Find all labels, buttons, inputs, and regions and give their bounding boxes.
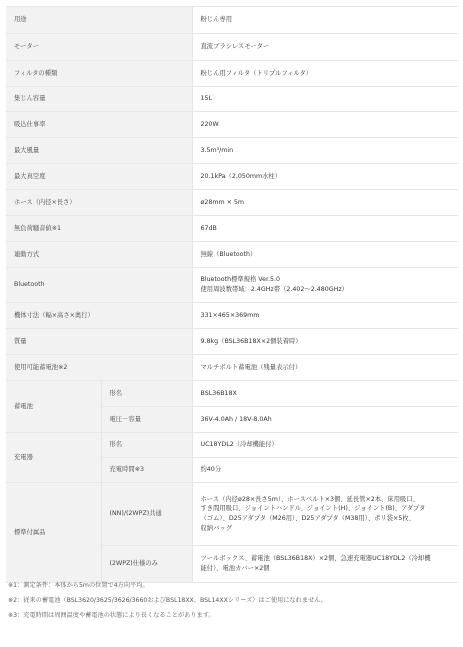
spec-row-motor <box>6 34 458 61</box>
bluetooth-frequency-text: 使用周波数帯域：2.4GHz帯（2.402～2.480GHz） <box>200 286 348 293</box>
spec-label: モーター <box>6 34 192 61</box>
spec-row-hose <box>6 190 458 216</box>
accessories-group-label: 標準付属品 <box>6 483 101 583</box>
spec-sublabel: (NN)/(2WPZ)共通 <box>101 483 192 546</box>
spec-row-vacuum <box>6 164 458 190</box>
spec-value: 220W <box>192 112 458 138</box>
spec-value: UC18YDL2（冷却機能付） <box>192 433 458 458</box>
spec-table <box>6 6 458 583</box>
spec-value: 粉じん用フィルタ（トリプルフィルタ） <box>192 61 458 87</box>
spec-value: 粉じん専用 <box>192 7 458 34</box>
spec-label: フィルタの種類 <box>6 61 192 87</box>
spec-label: 最大真空度 <box>6 164 192 190</box>
spec-sublabel: 充電時間※3 <box>101 458 192 483</box>
spec-row-battery-model <box>6 381 458 407</box>
spec-row-compatible-battery <box>6 355 458 381</box>
spec-row-usage <box>6 7 458 34</box>
spec-value: 20.1kPa（2,050mm水柱） <box>192 164 458 190</box>
footnote: ※2：従来の蓄電池（BSL3620/3625/3626/3660およびBSL18XX、BSL14XXシリーズ）はご使用になれません。 <box>8 597 327 605</box>
spec-value: 直流ブラシレスモーター <box>192 34 458 61</box>
charger-group-label: 充電器 <box>6 433 101 483</box>
spec-value: 331×465×369mm <box>192 303 458 329</box>
bluetooth-standard-text: Bluetooth標準規格 Ver.5.0 <box>200 276 280 284</box>
battery-group-label: 蓄電池 <box>6 381 101 433</box>
spec-label: 機体寸法（幅×高さ×奥行） <box>6 303 192 329</box>
spec-label: 用途 <box>6 7 192 34</box>
spec-label: ホース（内径×長さ） <box>6 190 192 216</box>
spec-label: 連動方式 <box>6 242 192 268</box>
spec-value: 3.5m³/min <box>192 138 458 164</box>
spec-label: 無負荷騒音値※1 <box>6 216 192 242</box>
footnotes <box>8 583 327 629</box>
accessories-common-line: ホース（内径ø28×長さ5m）、ホースベルト×3個、延長管×2本、床用吸口、 <box>200 495 419 503</box>
accessories-common-line: すき間用吸口、ジョイントハンドル、ジョイント(H)、ジョイント(B)、アダプタ <box>200 505 426 513</box>
spec-sublabel: 形名 <box>101 381 192 407</box>
footnote: ※3：充電時間は周囲温度や蓄電池の状態により長くなることがあります。 <box>8 612 215 620</box>
spec-label: 最大風量 <box>6 138 192 164</box>
spec-value <box>192 268 458 303</box>
spec-row-noise <box>6 216 458 242</box>
spec-value: 15L <box>192 87 458 112</box>
spec-value: 約40分 <box>192 458 458 483</box>
spec-value: マルチボルト蓄電池（残量表示付） <box>192 355 458 381</box>
spec-sublabel: 電圧－容量 <box>101 407 192 433</box>
accessories-common-line: 収納バッグ <box>200 524 232 532</box>
spec-row-airflow <box>6 138 458 164</box>
spec-label: 使用可能蓄電池※2 <box>6 355 192 381</box>
spec-row-capacity <box>6 87 458 112</box>
spec-row-dimensions <box>6 303 458 329</box>
spec-sublabel: 形名 <box>101 433 192 458</box>
spec-value: ø28mm × 5m <box>192 190 458 216</box>
spec-value: 9.8kg（BSL36B18X×2個装着時） <box>192 329 458 355</box>
spec-row-filter <box>6 61 458 87</box>
spec-value: BSL36B18X <box>192 381 458 407</box>
spec-row-weight <box>6 329 458 355</box>
spec-sublabel: (2WPZ)仕様のみ <box>101 546 192 583</box>
spec-label: Bluetooth <box>6 268 192 303</box>
spec-row-accessories-common <box>6 483 458 546</box>
accessories-2wpz-line: 能付）、電池カバー×2個 <box>200 565 270 572</box>
footnote: ※1：測定条件：本体から5mの位置で4方向平均。 <box>8 582 149 589</box>
spec-value <box>192 546 458 583</box>
spec-label: 集じん容量 <box>6 87 192 112</box>
spec-row-charger-model <box>6 433 458 458</box>
accessories-2wpz-line: ツールボックス、蓄電池（BSL36B18X）×2個、急速充電器UC18YDL2（冷却機 <box>200 555 431 563</box>
spec-value: 無線（Bluetooth） <box>192 242 458 268</box>
spec-label: 吸込仕事率 <box>6 112 192 138</box>
spec-label: 質量 <box>6 329 192 355</box>
spec-value <box>192 483 458 546</box>
spec-value: 36V-4.0Ah / 18V-8.0Ah <box>192 407 458 433</box>
spec-row-bluetooth <box>6 268 458 303</box>
spec-row-suction-power <box>6 112 458 138</box>
accessories-common-line: （ゴム）、D25アダプタ（M26用）、D25アダプタ（M38用）、ポリ袋×5枚、 <box>200 515 415 522</box>
spec-row-link <box>6 242 458 268</box>
spec-value: 67dB <box>192 216 458 242</box>
